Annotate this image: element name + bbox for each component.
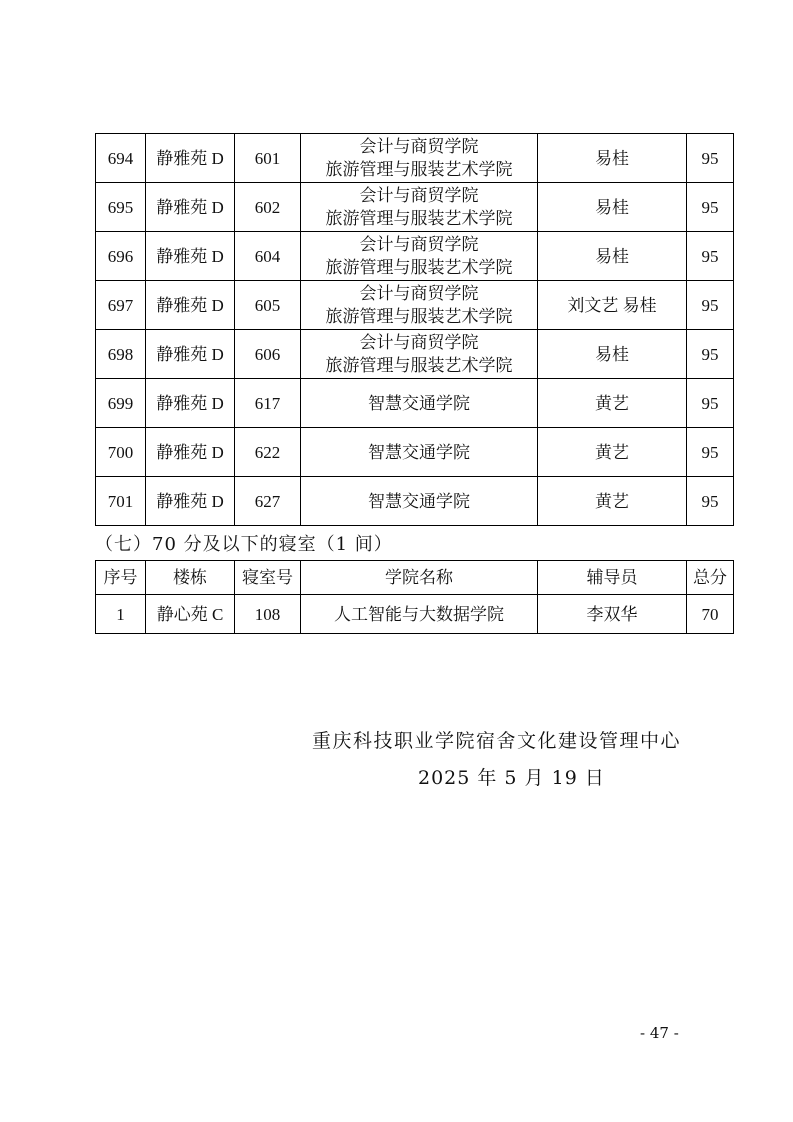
cell-room: 622 (235, 428, 301, 477)
college-name-line: 智慧交通学院 (368, 393, 470, 413)
cell-counselor: 李双华 (538, 595, 687, 634)
table-row (96, 330, 734, 379)
table-row (96, 477, 734, 526)
signature-date: 2025 年 5 月 19 日 (418, 767, 605, 789)
cell-score: 70 (687, 595, 734, 634)
cell-college (301, 281, 538, 330)
cell-college (301, 379, 538, 428)
cell-building: 静雅苑 D (146, 134, 235, 183)
dorm-score-table (95, 133, 734, 526)
cell-counselor: 黄艺 (538, 477, 687, 526)
cell-room: 601 (235, 134, 301, 183)
cell-college: 人工智能与大数据学院 (301, 595, 538, 634)
table-row (96, 428, 734, 477)
cell-no: 1 (96, 595, 146, 634)
cell-counselor: 刘文艺 易桂 (538, 281, 687, 330)
cell-building: 静心苑 C (146, 595, 235, 634)
cell-building: 静雅苑 D (146, 379, 235, 428)
header-room: 寝室号 (235, 561, 301, 595)
cell-score: 95 (687, 281, 734, 330)
cell-counselor: 易桂 (538, 134, 687, 183)
table-row (96, 281, 734, 330)
college-name-line: 旅游管理与服装艺术学院 (325, 258, 513, 277)
cell-room: 606 (235, 330, 301, 379)
college-name-line: 会计与商贸学院 (359, 137, 479, 156)
cell-college (301, 477, 538, 526)
signature-organization: 重庆科技职业学院宿舍文化建设管理中心 (312, 730, 682, 752)
cell-score: 95 (687, 183, 734, 232)
college-name-line: 智慧交通学院 (368, 442, 470, 462)
header-building: 楼栋 (146, 561, 235, 595)
cell-score: 95 (687, 477, 734, 526)
header-score: 总分 (687, 561, 734, 595)
cell-counselor: 易桂 (538, 183, 687, 232)
cell-counselor: 黄艺 (538, 379, 687, 428)
cell-building: 静雅苑 D (146, 428, 235, 477)
college-name-line: 旅游管理与服装艺术学院 (325, 160, 513, 179)
college-name-line: 智慧交通学院 (368, 491, 470, 511)
cell-counselor: 易桂 (538, 232, 687, 281)
dorm-score-table-body (96, 134, 734, 526)
cell-no: 699 (96, 379, 146, 428)
table-row (96, 595, 734, 634)
cell-building: 静雅苑 D (146, 477, 235, 526)
low-score-table (95, 560, 734, 634)
college-name-line: 旅游管理与服装艺术学院 (325, 209, 513, 228)
table-row (96, 379, 734, 428)
cell-counselor: 黄艺 (538, 428, 687, 477)
header-counselor: 辅导员 (538, 561, 687, 595)
section-heading: （七）70 分及以下的寝室（1 间） (95, 534, 393, 555)
cell-college (301, 183, 538, 232)
cell-room: 604 (235, 232, 301, 281)
cell-score: 95 (687, 379, 734, 428)
cell-counselor: 易桂 (538, 330, 687, 379)
cell-building: 静雅苑 D (146, 183, 235, 232)
cell-score: 95 (687, 232, 734, 281)
cell-score: 95 (687, 134, 734, 183)
cell-no: 695 (96, 183, 146, 232)
cell-room: 602 (235, 183, 301, 232)
cell-room: 605 (235, 281, 301, 330)
college-name-line: 会计与商贸学院 (359, 284, 479, 303)
cell-score: 95 (687, 428, 734, 477)
cell-no: 694 (96, 134, 146, 183)
college-name-line: 会计与商贸学院 (359, 186, 479, 205)
cell-college (301, 428, 538, 477)
cell-college (301, 330, 538, 379)
cell-building: 静雅苑 D (146, 232, 235, 281)
cell-room: 627 (235, 477, 301, 526)
page-number: - 47 - (640, 1024, 679, 1042)
table-row (96, 134, 734, 183)
table-header-row (96, 561, 734, 595)
college-name-line: 会计与商贸学院 (359, 235, 479, 254)
cell-room: 617 (235, 379, 301, 428)
header-no: 序号 (96, 561, 146, 595)
table-row (96, 183, 734, 232)
college-name-line: 旅游管理与服装艺术学院 (325, 307, 513, 326)
college-name-line: 旅游管理与服装艺术学院 (325, 356, 513, 375)
cell-college (301, 134, 538, 183)
cell-no: 698 (96, 330, 146, 379)
cell-college (301, 232, 538, 281)
cell-score: 95 (687, 330, 734, 379)
cell-building: 静雅苑 D (146, 281, 235, 330)
table-row (96, 232, 734, 281)
header-college: 学院名称 (301, 561, 538, 595)
college-name-line: 会计与商贸学院 (359, 333, 479, 352)
cell-no: 701 (96, 477, 146, 526)
cell-no: 697 (96, 281, 146, 330)
cell-room: 108 (235, 595, 301, 634)
cell-no: 696 (96, 232, 146, 281)
cell-no: 700 (96, 428, 146, 477)
cell-building: 静雅苑 D (146, 330, 235, 379)
